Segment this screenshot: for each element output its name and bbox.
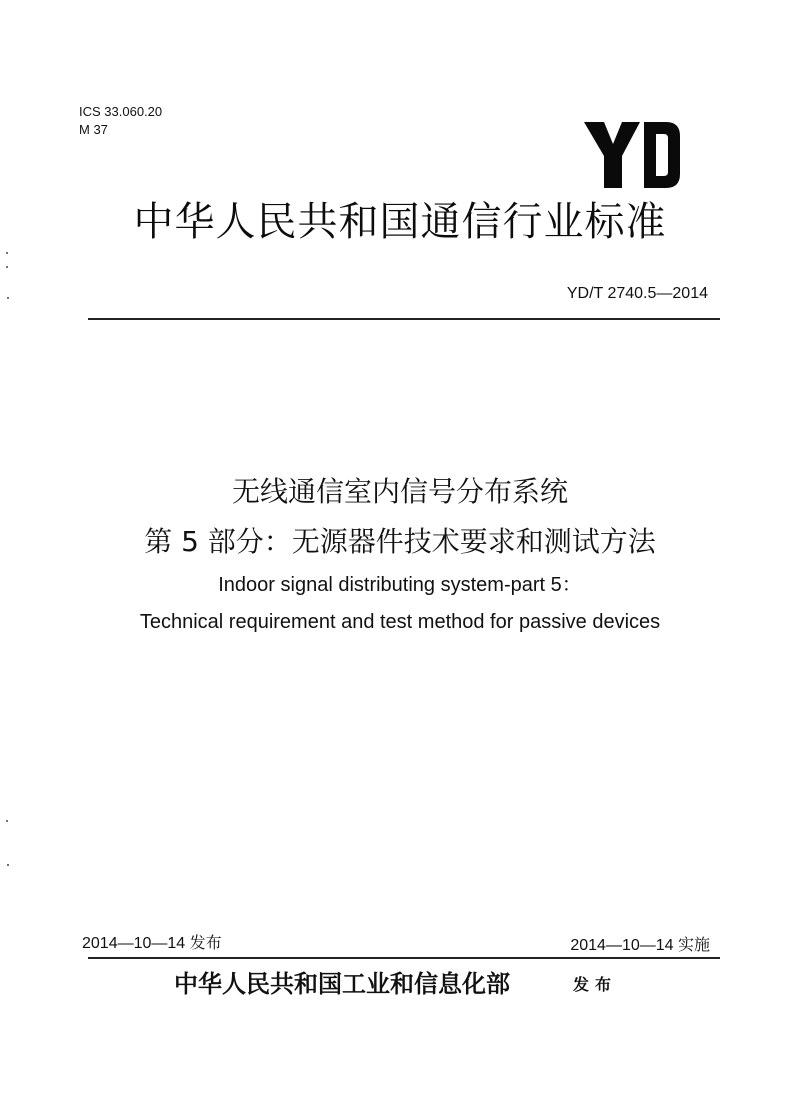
issue-label: 发布: [573, 975, 618, 994]
industry-standard-title: 中华人民共和国通信行业标准: [133, 199, 667, 245]
en-title-line-1: Indoor signal distributing system-part 5：: [218, 574, 582, 596]
top-divider: [88, 318, 720, 320]
en-title-line-2: Technical requirement and test method for passive devices: [139, 611, 661, 633]
scan-speck: [7, 297, 9, 299]
issuing-ministry: 中华人民共和国工业和信息化部: [174, 969, 510, 998]
scan-speck: [7, 864, 9, 866]
scan-speck: [6, 266, 8, 268]
cn-title-line-2: 第 5 部分：无源器件技术要求和测试方法: [144, 525, 656, 558]
ics-code: ICS 33.060.20: [79, 104, 163, 119]
scan-speck: [6, 820, 8, 822]
cn-title-line-1: 无线通信室内信号分布系统: [231, 475, 568, 508]
publish-date: 2014—10—14 发布: [82, 935, 222, 952]
scan-speck: [6, 252, 8, 254]
effective-date: 2014—10—14 实施: [570, 937, 710, 954]
yd-logo: [582, 118, 682, 192]
bottom-divider: [88, 957, 720, 959]
standard-number: YD/T 2740.5—2014: [566, 285, 708, 302]
classification-code: M 37: [79, 122, 108, 137]
